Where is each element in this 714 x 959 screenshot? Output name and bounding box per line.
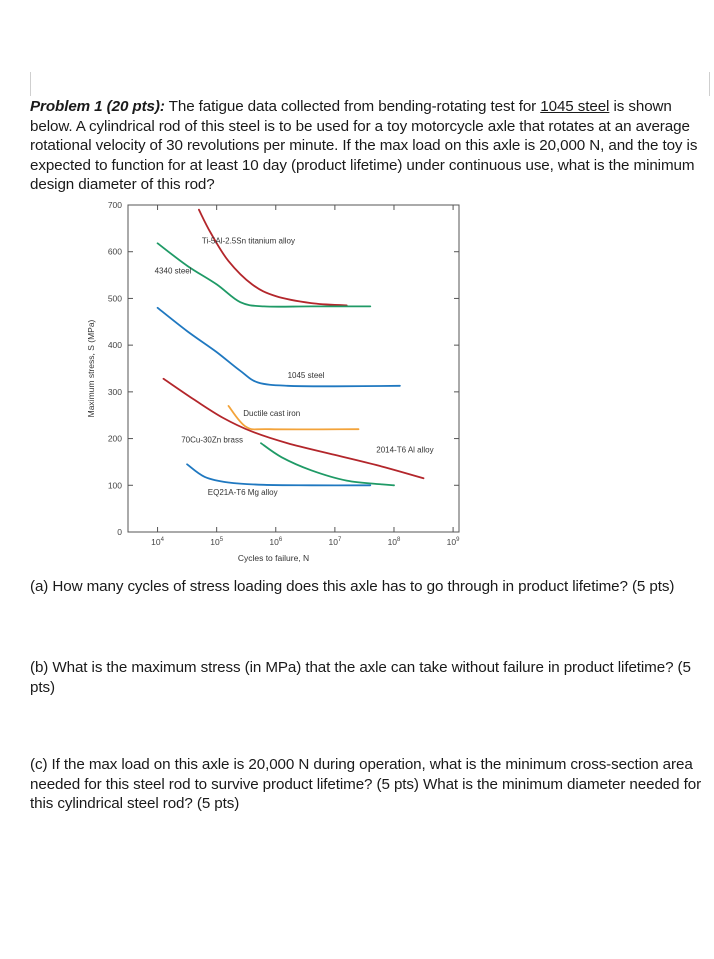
x-tick-label: $10^4$ [151, 537, 164, 547]
y-tick-label: 500 [107, 293, 122, 304]
y-tick-label: 0 [117, 527, 122, 537]
x-axis-label: Cycles to failure, N [237, 553, 310, 563]
y-tick-label: 100 [107, 480, 122, 491]
material-link: 1045 steel [540, 98, 610, 115]
y-tick-label: 200 [107, 433, 122, 444]
y-tick-label: 700 [107, 200, 122, 210]
problem-text-b: is shown below. A cylindrical rod of this steel is to be used for a toy motorcycle axle that rotates at an average rotational velocity of 30 revolutions per minute. If the max load on this axle is 20,000 N, and the toy is expected to function for at least 10 day (product lifetime) under continuous use, what is the minimum design diameter of this rod? [30, 98, 698, 193]
series-label-ti-5al-2-5sn-titanium-alloy: Ti-5Al-2.5Sn titanium alloy [201, 236, 295, 246]
problem-heading: Problem 1 (20 pts): [30, 98, 165, 115]
question-a: (a) How many cycles of stress loading does this axle has to go through in product lifetime? (5 pts) [30, 578, 675, 595]
series-label-70cu-30zn-brass: 70Cu-30Zn brass [181, 435, 244, 445]
series-label-ductile-cast-iron: Ductile cast iron [243, 409, 301, 419]
series-label-eq21a-t6-mg-alloy: EQ21A-T6 Mg alloy [207, 488, 278, 498]
crop-mark-left [30, 72, 31, 96]
y-axis-label: Maximum stress, S (MPa) [86, 319, 96, 418]
x-tick-label: $10^9$ [446, 537, 460, 547]
y-tick-label: 400 [107, 340, 122, 351]
x-tick-label: $10^7$ [328, 537, 342, 547]
question-b: (b) What is the maximum stress (in MPa) that the axle can take without failure in product lifetime? (5 pts) [30, 659, 691, 696]
plot-frame [128, 205, 459, 532]
series-line-1045-steel [158, 308, 400, 387]
y-tick-label: 300 [107, 386, 122, 397]
crop-mark-right [709, 72, 710, 96]
series-label-1045-steel: 1045 steel [287, 370, 325, 380]
problem-statement [30, 97, 710, 195]
x-tick-label: $10^5$ [210, 537, 224, 547]
x-tick-label: $10^8$ [387, 537, 401, 547]
y-tick-label: 600 [107, 246, 122, 257]
series-line-eq21a-t6-mg-alloy [187, 464, 370, 485]
sn-fatigue-chart [80, 196, 480, 568]
x-tick-label: $10^6$ [269, 537, 283, 547]
series-label-2014-t6-al-alloy: 2014-T6 Al alloy [376, 445, 434, 455]
question-c: (c) If the max load on this axle is 20,000 N during operation, what is the minimum cross-section area needed for this steel rod to survive product lifetime? (5 pts) What is the minimum diameter needed for this cylindrical steel rod? (5 pts) [30, 756, 702, 812]
problem-text-a: The fatigue data collected from bending-rotating test for [164, 98, 541, 115]
series-label-4340-steel: 4340 steel [154, 266, 192, 276]
series-line-ti-5al-2-5sn-titanium-alloy [199, 210, 347, 306]
